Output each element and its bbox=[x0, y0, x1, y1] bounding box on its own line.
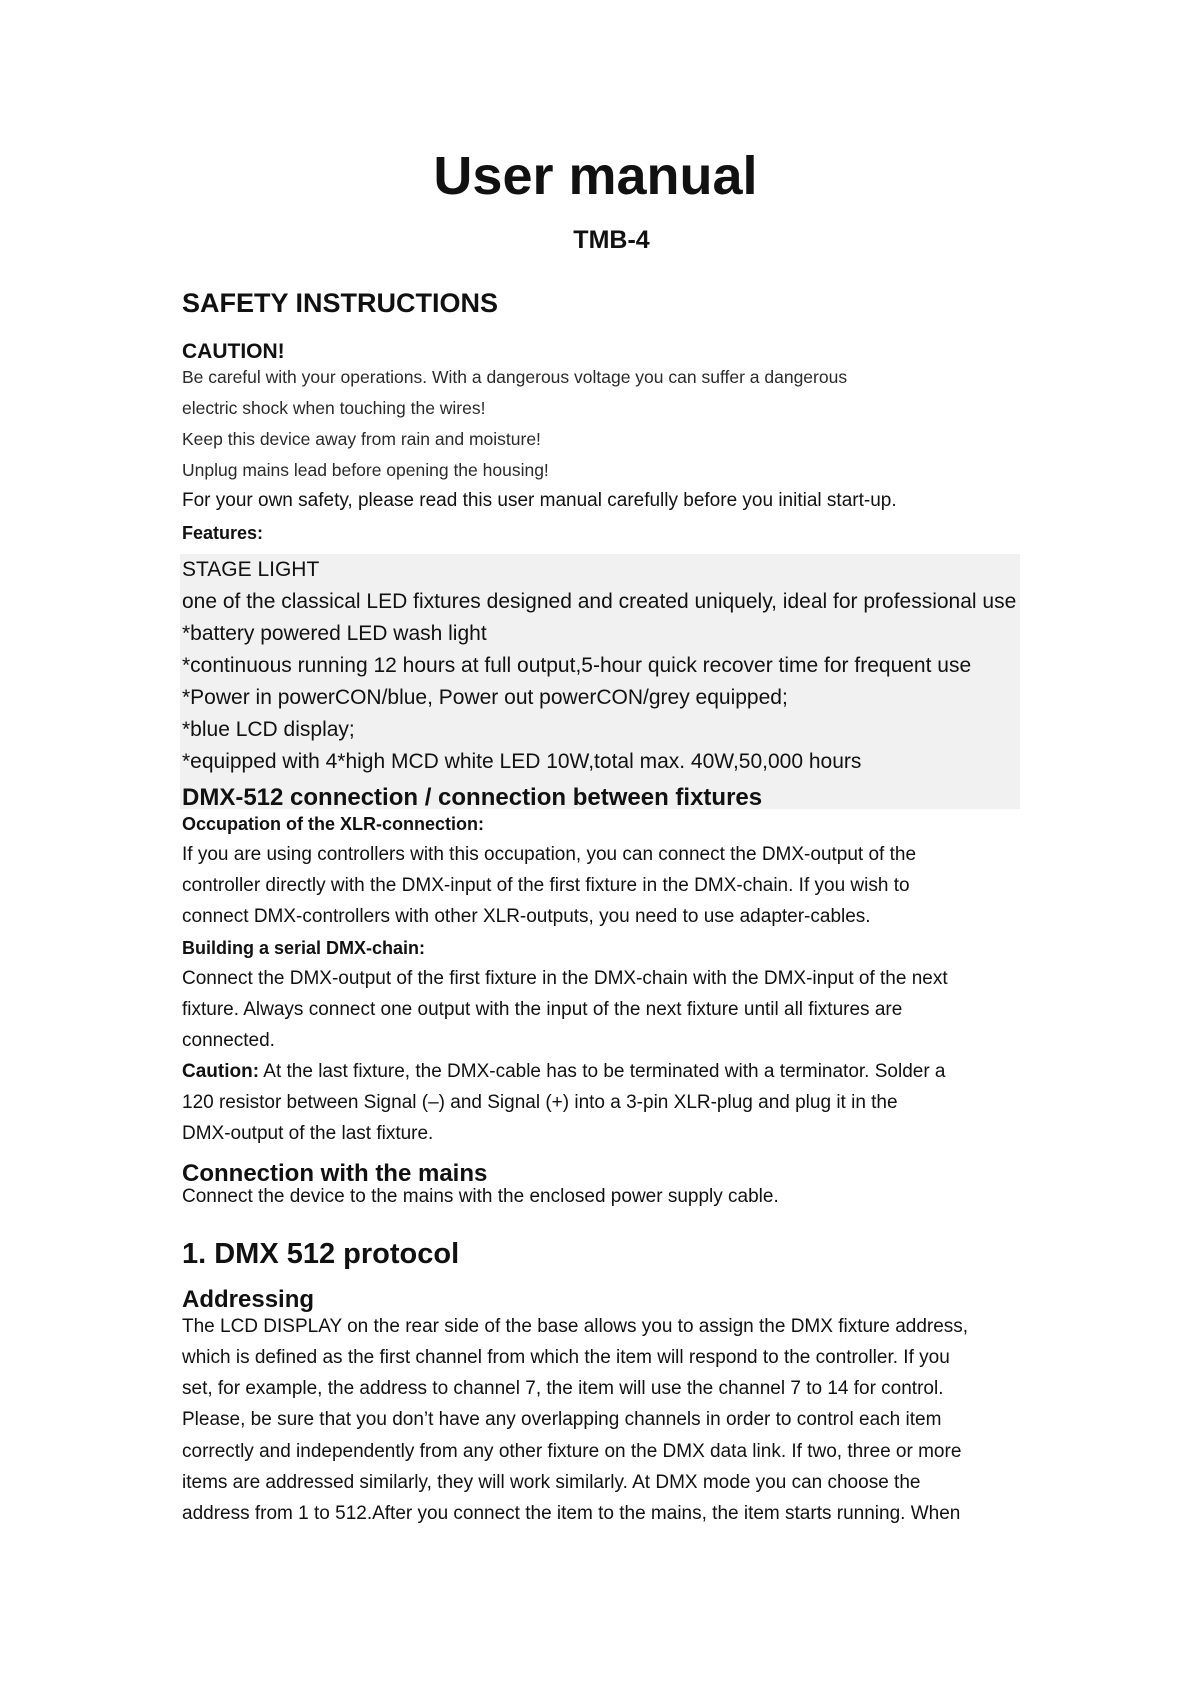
addressing-line: set, for example, the address to channel 7, the item will use the channel 7 to 14 for control. bbox=[182, 1378, 944, 1399]
safety-line: Unplug mains lead before opening the housing! bbox=[182, 460, 549, 480]
terminator-caution bbox=[182, 1060, 946, 1084]
feature-line: *continuous running 12 hours at full output,5-hour quick recover time for frequent use bbox=[182, 654, 972, 677]
feature-line: *equipped with 4*high MCD white LED 10W,total max. 40W,50,000 hours bbox=[182, 750, 862, 773]
safety-line: Keep this device away from rain and moisture! bbox=[182, 429, 541, 449]
safety-heading: SAFETY INSTRUCTIONS bbox=[182, 288, 499, 318]
mains-heading: Connection with the mains bbox=[182, 1160, 488, 1187]
occupation-line: controller directly with the DMX-input of the first fixture in the DMX-chain. If you wish to bbox=[182, 875, 910, 896]
protocol-heading: 1. DMX 512 protocol bbox=[182, 1238, 460, 1270]
safety-line: Be careful with your operations. With a dangerous voltage you can suffer a dangerous bbox=[182, 367, 848, 387]
dmx-connection-heading: DMX-512 connection / connection between fixtures bbox=[182, 784, 763, 811]
read-manual-note: For your own safety, please read this user manual carefully before you initial start-up. bbox=[182, 490, 897, 511]
chain-line: fixture. Always connect one output with the input of the next fixture until all fixtures are bbox=[182, 999, 903, 1020]
features-label: Features: bbox=[182, 523, 264, 543]
addressing-line: which is defined as the first channel from which the item will respond to the controller. If you bbox=[182, 1347, 950, 1368]
mains-text: Connect the device to the mains with the enclosed power supply cable. bbox=[182, 1186, 779, 1207]
feature-line: *Power in powerCON/blue, Power out powerCON/grey equipped; bbox=[182, 686, 788, 709]
model-number: TMB-4 bbox=[573, 226, 650, 254]
safety-line: electric shock when touching the wires! bbox=[182, 398, 486, 418]
chain-line: Connect the DMX-output of the first fixture in the DMX-chain with the DMX-input of the next bbox=[182, 968, 948, 989]
addressing-line: Please, be sure that you don’t have any overlapping channels in order to control each item bbox=[182, 1409, 942, 1430]
feature-line: one of the classical LED fixtures designed and created uniquely, ideal for professional use bbox=[182, 590, 1017, 613]
caution-heading: CAUTION! bbox=[182, 340, 285, 363]
caution-line: DMX-output of the last fixture. bbox=[182, 1123, 434, 1144]
chain-line: connected. bbox=[182, 1030, 275, 1051]
feature-line: STAGE LIGHT bbox=[182, 558, 320, 581]
caution-label: Caution: bbox=[182, 1061, 260, 1082]
serial-chain-label: Building a serial DMX-chain: bbox=[182, 938, 426, 958]
addressing-line: correctly and independently from any other fixture on the DMX data link. If two, three or more bbox=[182, 1441, 962, 1462]
addressing-line: address from 1 to 512.After you connect the item to the mains, the item starts running. When bbox=[182, 1503, 961, 1524]
occupation-line: If you are using controllers with this occupation, you can connect the DMX-output of the bbox=[182, 844, 917, 865]
document-title: User manual bbox=[433, 146, 758, 206]
feature-line: *battery powered LED wash light bbox=[182, 622, 487, 645]
caution-text: At the last fixture, the DMX-cable has to be terminated with a terminator. Solder a bbox=[259, 1061, 946, 1082]
addressing-heading: Addressing bbox=[182, 1286, 315, 1313]
feature-line: *blue LCD display; bbox=[182, 718, 355, 741]
addressing-line: The LCD DISPLAY on the rear side of the base allows you to assign the DMX fixture address, bbox=[182, 1316, 969, 1337]
addressing-line: items are addressed similarly, they will work similarly. At DMX mode you can choose the bbox=[182, 1472, 921, 1493]
caution-line: 120 resistor between Signal (–) and Signal (+) into a 3-pin XLR-plug and plug it in the bbox=[182, 1092, 898, 1113]
occupation-label: Occupation of the XLR-connection: bbox=[182, 814, 484, 834]
occupation-line: connect DMX-controllers with other XLR-outputs, you need to use adapter-cables. bbox=[182, 906, 871, 927]
